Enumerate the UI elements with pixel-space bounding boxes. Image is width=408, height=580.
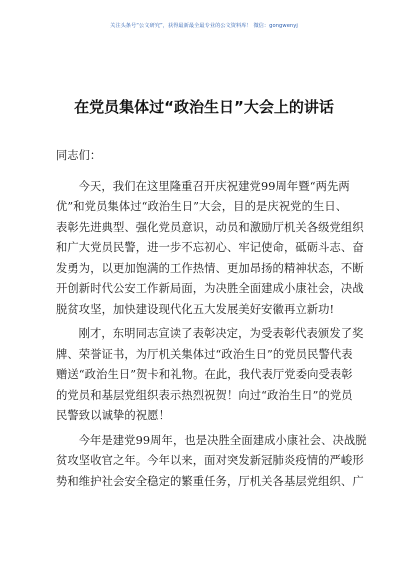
paragraph-1: [56, 177, 364, 321]
document-body: [56, 146, 367, 496]
paragraph-2: [56, 324, 364, 427]
paragraph-3: [56, 431, 367, 493]
paragraph-line: 脱贫攻坚，加快建设现代化五大发展美好安徽再立新功!: [56, 302, 335, 316]
paragraph-line: 刚才，东明同志宣读了表彰决定，为受表彰代表颁发了奖: [78, 327, 364, 340]
paragraph-line: 的党员和基层党组织表示热烈祝贺！向过“政治生日”的党员: [56, 388, 353, 402]
paragraph-line: 贫攻坚收官之年。今年以来，面对突发新冠肺炎疫情的严峻形: [56, 454, 364, 467]
paragraph-line: 今年是建党99周年，也是决胜全面建成小康社会、决战脱: [78, 433, 367, 447]
paragraph-line: 赠送“政治生日”贺卡和礼物。在此，我代表厅党委向受表彰: [56, 368, 353, 381]
paragraph-line: 势和维护社会安全稳定的繁重任务，厅机关各基层党组织、广: [56, 474, 364, 488]
paragraph-line: 民警致以诚挚的祝愿！: [56, 409, 170, 422]
paragraph-line: 优”和党员集体过“政治生日”大会，目的是庆祝党的生日、: [56, 200, 348, 213]
header-promo-note: 关注头条号“公文研究”，获得最新最全最专业的公文资料库！ 微信：gongwenyj: [110, 23, 298, 29]
salutation: 同志们：: [56, 149, 102, 162]
paragraph-line: 今天，我们在这里隆重召开庆祝建党99周年暨“两先两: [78, 179, 350, 193]
paragraph-line: 和广大党员民警，进一步不忘初心、牢记使命，砥砺斗志、奋: [56, 241, 364, 254]
paragraph-line: 开创新时代公安工作新局面，为决胜全面建成小康社会，决战: [56, 282, 364, 295]
paragraph-line: 表彰先进典型、强化党员意识，动员和激励厅机关各级党组织: [56, 220, 364, 234]
paragraph-line: 牌、荣誉证书，为厅机关集体过“政治生日”的党员民警代表: [56, 347, 353, 361]
paragraph-line: 发勇为，以更加饱满的工作热情、更加昂扬的精神状态，不断: [56, 261, 364, 275]
document-title: 在党员集体过“政治生日”大会上的讲话: [74, 98, 334, 116]
